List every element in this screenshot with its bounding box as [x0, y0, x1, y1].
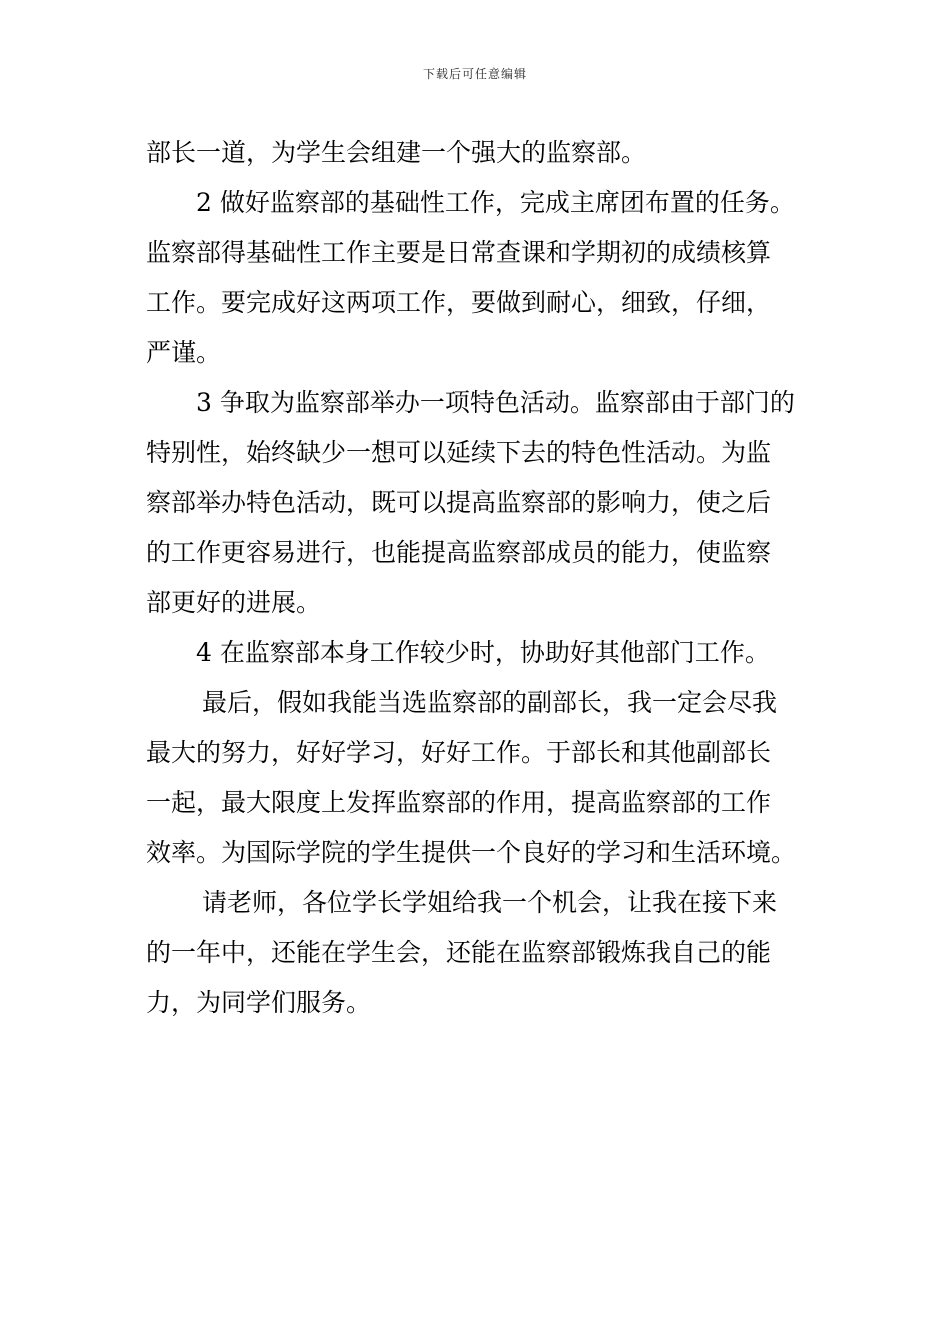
- text-line: 最大的努力，好好学习，好好工作。于部长和其他副部长: [146, 738, 772, 767]
- text-line: 4 在监察部本身工作较少时，协助好其他部门工作。: [196, 638, 770, 667]
- paragraph-3: [146, 378, 806, 628]
- text-line: 的工作更容易进行，也能提高监察部成员的能力，使监察: [146, 538, 772, 567]
- paragraph-4: [146, 628, 806, 678]
- text-line: 部更好的进展。: [146, 588, 322, 617]
- text-line: 请老师，各位学长学姐给我一个机会，让我在接下来: [202, 888, 778, 917]
- text-line: 3 争取为监察部举办一项特色活动。监察部由于部门的: [196, 388, 795, 417]
- text-line: 力，为同学们服务。: [146, 988, 372, 1017]
- text-line: 监察部得基础性工作主要是日常查课和学期初的成绩核算: [146, 238, 772, 267]
- page-header: 下载后可任意编辑: [422, 67, 527, 81]
- text-line: 工作。要完成好这两项工作，要做到耐心，细致，仔细，: [146, 288, 772, 317]
- paragraph-6: [146, 878, 806, 1028]
- paragraph-1: [146, 128, 806, 178]
- text-line: 效率。为国际学院的学生提供一个良好的学习和生活环境。: [146, 838, 797, 867]
- text-line: 的一年中，还能在学生会，还能在监察部锻炼我自己的能: [146, 938, 772, 967]
- text-line: 特别性，始终缺少一想可以延续下去的特色性活动。为监: [146, 438, 772, 467]
- text-line: 严谨。: [146, 338, 222, 367]
- text-line: 一起，最大限度上发挥监察部的作用，提高监察部的工作: [146, 788, 772, 817]
- text-line: 部长一道，为学生会组建一个强大的监察部。: [146, 138, 647, 167]
- document-body: [146, 128, 806, 1028]
- text-line: 2 做好监察部的基础性工作，完成主席团布置的任务。: [196, 188, 795, 217]
- paragraph-2: [146, 178, 806, 378]
- text-line: 察部举办特色活动，既可以提高监察部的影响力，使之后: [146, 488, 772, 517]
- text-line: 最后，假如我能当选监察部的副部长，我一定会尽我: [202, 688, 778, 717]
- paragraph-5: [146, 678, 806, 878]
